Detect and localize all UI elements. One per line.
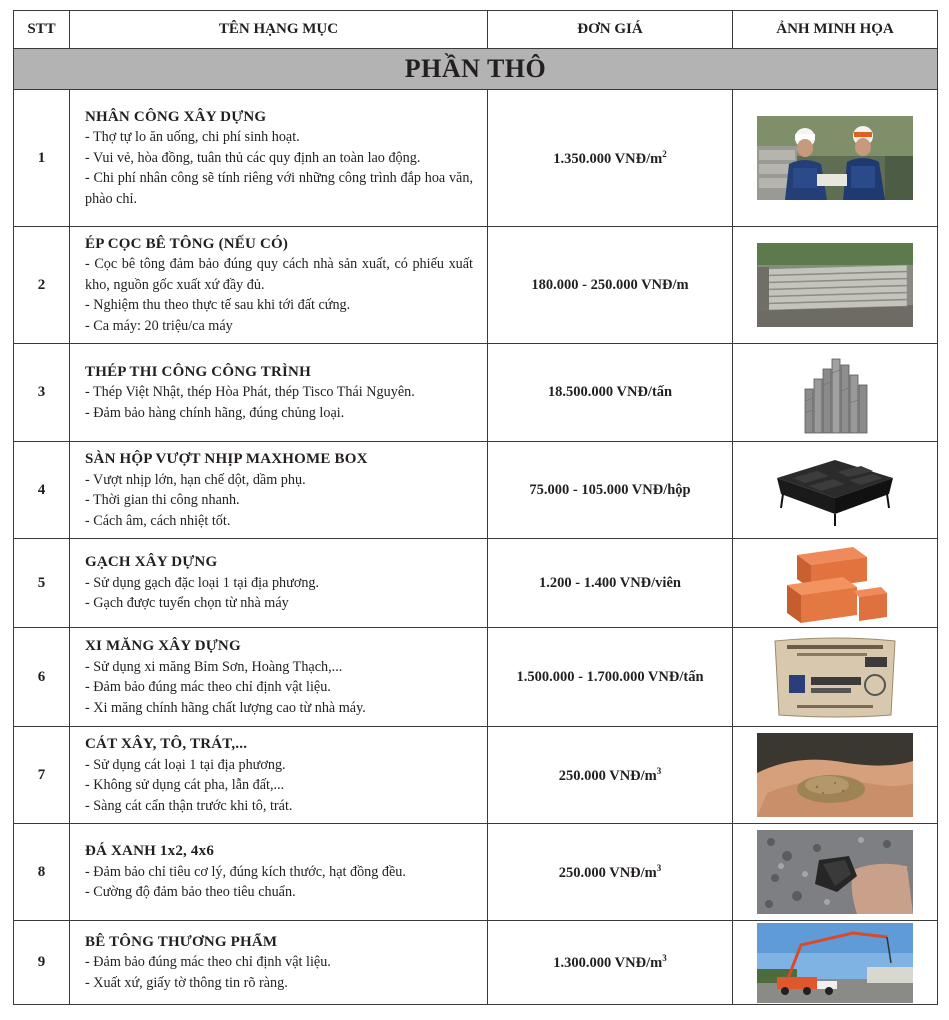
row-line: - Chi phí nhân công sẽ tính riêng với những công trình đắp hoa văn, phào chỉ.: [85, 170, 473, 207]
row-stt: 6: [14, 628, 70, 727]
row-line: - Thợ tự lo ăn uống, chi phí sinh hoạt.: [85, 129, 300, 146]
row-title: ĐÁ XANH 1x2, 4x6: [85, 843, 215, 860]
table-row: [14, 628, 938, 727]
row-stt: 2: [14, 227, 70, 344]
price-table-container: [13, 10, 937, 1005]
header-row: [14, 11, 938, 49]
row-line: - Sử dụng cát loại 1 tại địa phương.: [85, 756, 286, 773]
row-line: - Nghiệm thu theo thực tế sau khi tới đất cứng.: [85, 297, 351, 314]
row-line: - Cọc bê tông đảm bảo đúng quy cách nhà sản xuất, có phiếu xuất kho, nguồn gốc xuất xứ đầy đủ.: [85, 256, 473, 293]
row-line: - Gạch được tuyển chọn từ nhà máy: [85, 595, 289, 612]
workers-photo-icon: [757, 116, 913, 200]
row-price: [488, 824, 733, 921]
price-unit-exponent: 3: [656, 765, 662, 776]
row-line: - Đảm bảo chỉ tiêu cơ lý, đúng kích thước, hạt đồng đều.: [85, 863, 406, 880]
header-name: TÊN HẠNG MỤC: [70, 11, 488, 49]
row-stt: 9: [14, 921, 70, 1005]
stone-photo-icon: [757, 830, 913, 914]
price-text: 1.300.000 VNĐ/m: [553, 954, 663, 971]
price-text: 250.000 VNĐ/m: [558, 767, 657, 784]
row-line: - Xi măng chính hãng chất lượng cao từ nhà máy.: [85, 699, 366, 716]
bricks-photo-icon: [757, 541, 913, 625]
row-stt: 3: [14, 344, 70, 442]
row-description: [70, 824, 488, 921]
section-title: PHẦN THÔ: [14, 49, 938, 90]
row-image-cell: [733, 344, 938, 442]
row-stt: 5: [14, 539, 70, 628]
price-text: 1.500.000 - 1.700.000 VNĐ/tấn: [516, 668, 704, 685]
table-row: [14, 90, 938, 227]
price-text: 1.350.000 VNĐ/m: [553, 150, 663, 167]
table-row: [14, 442, 938, 539]
row-image-cell: [733, 539, 938, 628]
row-description: [70, 442, 488, 539]
row-stt: 1: [14, 90, 70, 227]
price-text: 18.500.000 VNĐ/tấn: [547, 384, 673, 400]
table-row: [14, 227, 938, 344]
row-line: - Thời gian thi công nhanh.: [85, 492, 240, 508]
row-title: ÉP CỌC BÊ TÔNG (NẾU CÓ): [85, 235, 289, 252]
row-price: [488, 539, 733, 628]
floor-box-photo-icon: [757, 448, 913, 532]
price-unit-exponent: 3: [656, 862, 662, 873]
header-stt: STT: [14, 11, 70, 49]
row-price: [488, 628, 733, 727]
row-title: NHÂN CÔNG XÂY DỰNG: [85, 108, 267, 125]
row-title: THÉP THI CÔNG CÔNG TRÌNH: [85, 363, 311, 380]
steel-rebar-photo-icon: [757, 351, 913, 435]
row-line: - Cường độ đảm bảo theo tiêu chuẩn.: [85, 884, 296, 901]
row-image-cell: [733, 824, 938, 921]
row-title: SÀN HỘP VƯỢT NHỊP MAXHOME BOX: [85, 451, 368, 467]
row-line: - Cách âm, cách nhiệt tốt.: [85, 512, 231, 529]
price-text: 180.000 - 250.000 VNĐ/m: [531, 276, 689, 293]
row-line: - Sàng cát cẩn thận trước khi tô, trát.: [85, 797, 293, 814]
row-line: - Xuất xứ, giấy tờ thông tin rõ ràng.: [85, 974, 288, 991]
price-text: 75.000 - 105.000 VNĐ/hộp: [529, 481, 691, 498]
price-text: 250.000 VNĐ/m: [558, 864, 657, 881]
price-unit-exponent: 3: [662, 953, 667, 964]
row-description: [70, 921, 488, 1005]
row-stt: 7: [14, 727, 70, 824]
price-unit-exponent: 2: [662, 148, 667, 159]
row-price: [488, 921, 733, 1005]
table-row: [14, 727, 938, 824]
row-line: - Không sử dụng cát pha, lẫn đất,...: [85, 777, 285, 793]
price-text: 1.200 - 1.400 VNĐ/viên: [539, 574, 681, 591]
row-image-cell: [733, 628, 938, 727]
row-line: - Đảm bảo đúng mác theo chỉ định vật liệu.: [85, 679, 331, 695]
row-title: XI MĂNG XÂY DỰNG: [85, 638, 241, 654]
row-price: [488, 90, 733, 227]
row-line: - Ca máy: 20 triệu/ca máy: [85, 317, 233, 334]
row-price: [488, 227, 733, 344]
row-line: - Sử dụng xi măng Bỉm Sơn, Hoàng Thạch,...: [85, 658, 343, 675]
row-title: BÊ TÔNG THƯƠNG PHẨM: [85, 933, 278, 950]
section-row: [14, 49, 938, 90]
row-stt: 4: [14, 442, 70, 539]
row-description: [70, 90, 488, 227]
row-line: - Đảm bảo đúng mác theo chỉ định vật liệu.: [85, 954, 331, 971]
header-price: ĐƠN GIÁ: [488, 11, 733, 49]
row-price: [488, 344, 733, 442]
cement-bag-photo-icon: [757, 635, 913, 719]
row-title: GẠCH XÂY DỰNG: [85, 554, 218, 571]
row-image-cell: [733, 90, 938, 227]
sand-photo-icon: [757, 733, 913, 817]
row-title: CÁT XÂY, TÔ, TRÁT,...: [85, 736, 248, 752]
table-row: [14, 921, 938, 1005]
row-image-cell: [733, 442, 938, 539]
row-line: - Vui vẻ, hòa đồng, tuân thủ các quy định an toàn lao động.: [85, 149, 421, 166]
table-row: [14, 344, 938, 442]
table-row: [14, 824, 938, 921]
row-price: [488, 727, 733, 824]
row-image-cell: [733, 921, 938, 1005]
table-row: [14, 539, 938, 628]
concrete-piles-photo-icon: [757, 243, 913, 327]
header-image: ẢNH MINH HỌA: [733, 11, 938, 49]
row-stt: 8: [14, 824, 70, 921]
row-description: [70, 227, 488, 344]
row-price: [488, 442, 733, 539]
row-line: - Đảm bảo hàng chính hãng, đúng chủng loại.: [85, 404, 345, 421]
concrete-pump-photo-icon: [757, 923, 913, 1003]
row-line: - Vượt nhịp lớn, hạn chế dột, dầm phụ.: [85, 471, 306, 488]
row-line: - Sử dụng gạch đặc loại 1 tại địa phương.: [85, 574, 320, 591]
price-table: [13, 10, 938, 1005]
row-description: [70, 344, 488, 442]
row-image-cell: [733, 227, 938, 344]
row-line: - Thép Việt Nhật, thép Hòa Phát, thép Tisco Thái Nguyên.: [85, 384, 415, 401]
row-image-cell: [733, 727, 938, 824]
row-description: [70, 727, 488, 824]
row-description: [70, 539, 488, 628]
row-description: [70, 628, 488, 727]
